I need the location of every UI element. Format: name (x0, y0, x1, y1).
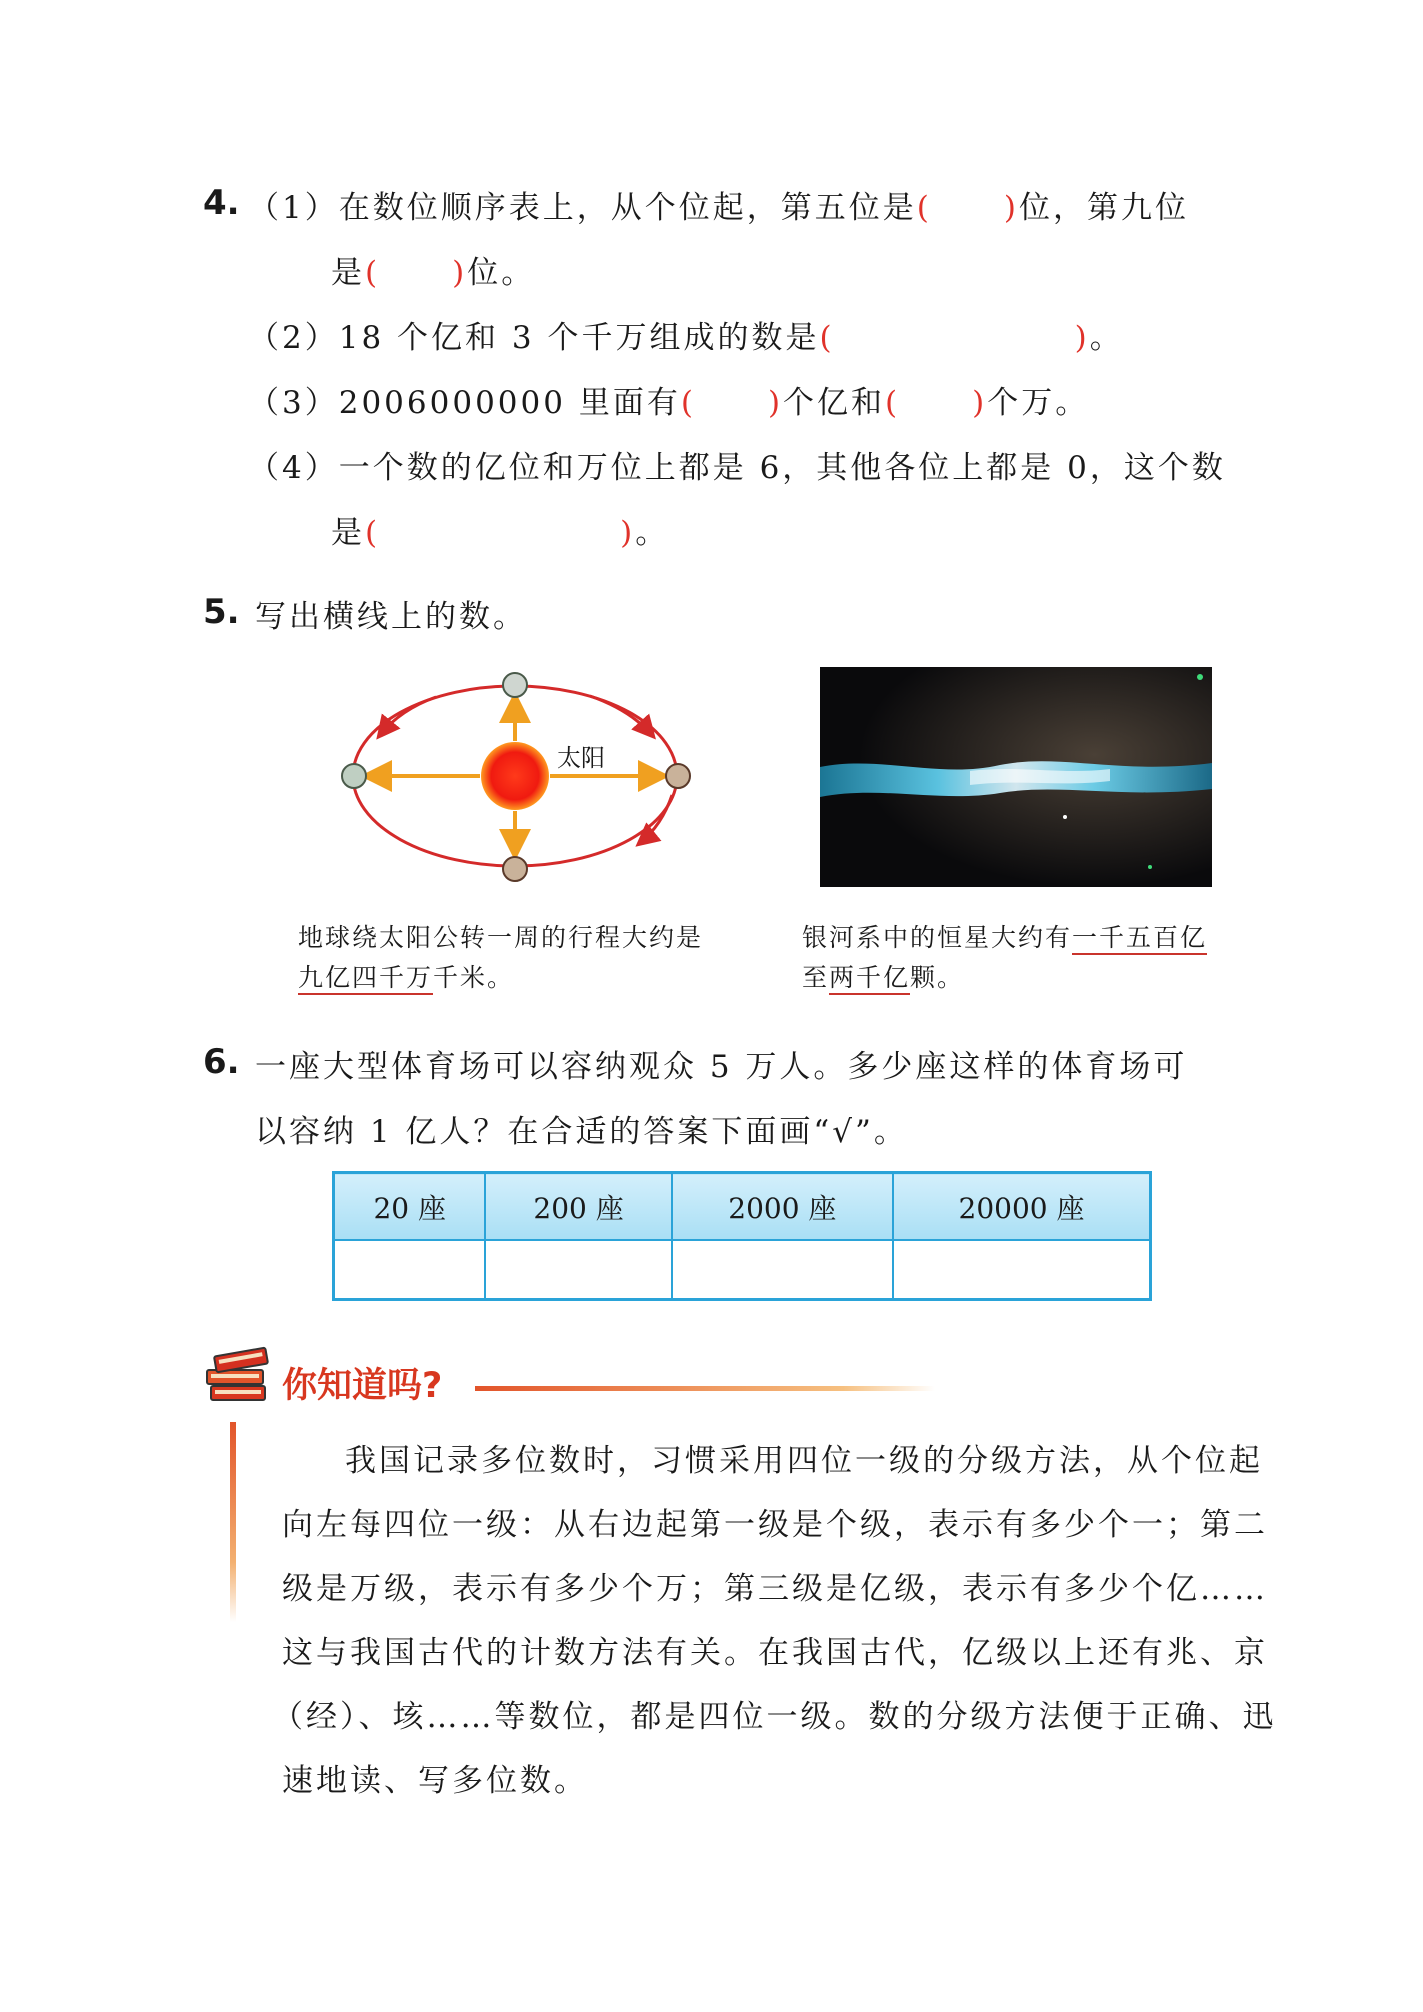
orbit-arrow-top-left (380, 697, 436, 735)
blank-close-paren: ) (452, 255, 468, 291)
q4-part1-line1 (248, 182, 1189, 227)
q4-part1-line2 (331, 247, 535, 292)
underlined-number: 一千五百亿 (1072, 923, 1207, 955)
earth-left (342, 764, 366, 788)
earth-top (503, 673, 527, 697)
blank-close-paren: ) (972, 385, 988, 421)
caption-right-line2 (802, 958, 964, 994)
q4-part4-text-c: 。 (635, 515, 670, 551)
underlined-number: 两千亿 (829, 963, 910, 995)
orbit-diagram (340, 665, 710, 887)
caption-right-text: 银河系中的恒星大约有 (802, 923, 1073, 952)
q6-line2: 以容纳 1 亿人？在合适的答案下面画“√”。 (255, 1114, 908, 1150)
q4-part4-text-b: 是 (331, 515, 365, 551)
answer-cell[interactable] (485, 1240, 671, 1300)
para-line: 向左每四位一级：从右边起第一级是个级，表示有多少个一；第二 (282, 1507, 1268, 1543)
q6-number: 6. (203, 1042, 240, 1082)
title-rule (475, 1386, 935, 1391)
q4-part1-text-b: 位，第九位 (1018, 190, 1189, 226)
caption-left-line1: 地球绕太阳公转一周的行程大约是 (298, 923, 704, 952)
option-header: 20 座 (334, 1173, 486, 1241)
q4-part4-line2 (331, 507, 669, 552)
caption-right-text: 至 (802, 963, 830, 992)
para-line: 速地读、写多位数。 (282, 1763, 588, 1799)
earth-bottom (503, 857, 527, 881)
answer-table (332, 1171, 1152, 1301)
para-line: 我国记录多位数时，习惯采用四位一级的分级方法，从个位起 (345, 1443, 1263, 1479)
para-line: 级是万级，表示有多少个万；第三级是亿级，表示有多少个亿…… (282, 1571, 1268, 1607)
q4-part3 (248, 377, 1089, 422)
sun-label: 太阳 (557, 744, 605, 772)
sun (481, 742, 549, 810)
blank-close-paren: ) (1074, 320, 1090, 356)
blank-open-paren: ( (819, 320, 835, 356)
side-bar (230, 1422, 236, 1622)
q4-part3-text-b: 个亿和 (783, 385, 886, 421)
caption-left-line2 (298, 958, 514, 994)
earth-right (666, 764, 690, 788)
blank-open-paren: ( (916, 190, 932, 226)
q4-part4-label: （4） (248, 450, 339, 486)
did-you-know-title: 你知道吗? (282, 1366, 443, 1406)
q6-line1: 一座大型体育场可以容纳观众 5 万人。多少座这样的体育场可 (255, 1049, 1188, 1085)
answer-cell[interactable] (672, 1240, 893, 1300)
underlined-number: 九亿四千万 (298, 963, 433, 995)
blank-open-paren: ( (885, 385, 901, 421)
caption-right-rest: 颗。 (910, 963, 965, 992)
answer-cell[interactable] (893, 1240, 1151, 1300)
q4-part3-text-a: 2006000000 里面有 (338, 385, 681, 421)
q5-number: 5. (203, 592, 240, 632)
blank-close-paren: ) (620, 515, 636, 551)
blank-close-paren: ) (767, 385, 784, 421)
did-you-know-paragraph (272, 1429, 1277, 1813)
q4-part1-text-c: 是 (331, 255, 365, 291)
q4-part2 (248, 312, 1124, 357)
q4-part3-label: （3） (248, 385, 339, 421)
q4-number: 4. (203, 183, 240, 223)
q4-part4-text-a: 一个数的亿位和万位上都是 6，其他各位上都是 0，这个数 (338, 450, 1226, 486)
blank-open-paren: ( (680, 385, 696, 421)
q5-text: 写出横线上的数。 (255, 599, 527, 635)
caption-left-rest: 千米。 (433, 963, 515, 992)
option-header: 2000 座 (672, 1173, 893, 1241)
blank-open-paren: ( (365, 255, 381, 291)
q4-part1-text-d: 位。 (467, 255, 536, 291)
q4-part2-text-a: 18 个亿和 3 个千万组成的数是 (338, 320, 820, 356)
q4-part1-label: （1） (248, 190, 339, 226)
table-answer-row (334, 1240, 1151, 1300)
blank-open-paren: ( (365, 515, 381, 551)
option-header: 200 座 (485, 1173, 671, 1241)
milky-way-photo (820, 667, 1212, 887)
para-line: 这与我国古代的计数方法有关。在我国古代，亿级以上还有兆、京 (282, 1635, 1268, 1671)
q4-part3-text-c: 个万。 (987, 385, 1090, 421)
q4-part4-line1 (248, 442, 1226, 487)
para-line: （经）、垓……等数位，都是四位一级。数的分级方法便于正确、迅 (272, 1699, 1277, 1735)
caption-right-line1 (802, 918, 1207, 954)
q4-part2-text-b: 。 (1089, 320, 1124, 356)
table-header-row (334, 1173, 1151, 1241)
answer-cell[interactable] (334, 1240, 486, 1300)
books-icon (203, 1338, 275, 1408)
q4-part2-label: （2） (248, 320, 339, 356)
q4-part1-text-a: 在数位顺序表上，从个位起，第五位是 (338, 190, 917, 226)
orbit-arrow-top-right (590, 696, 652, 735)
blank-close-paren: ) (1003, 190, 1019, 226)
option-header: 20000 座 (893, 1173, 1151, 1241)
